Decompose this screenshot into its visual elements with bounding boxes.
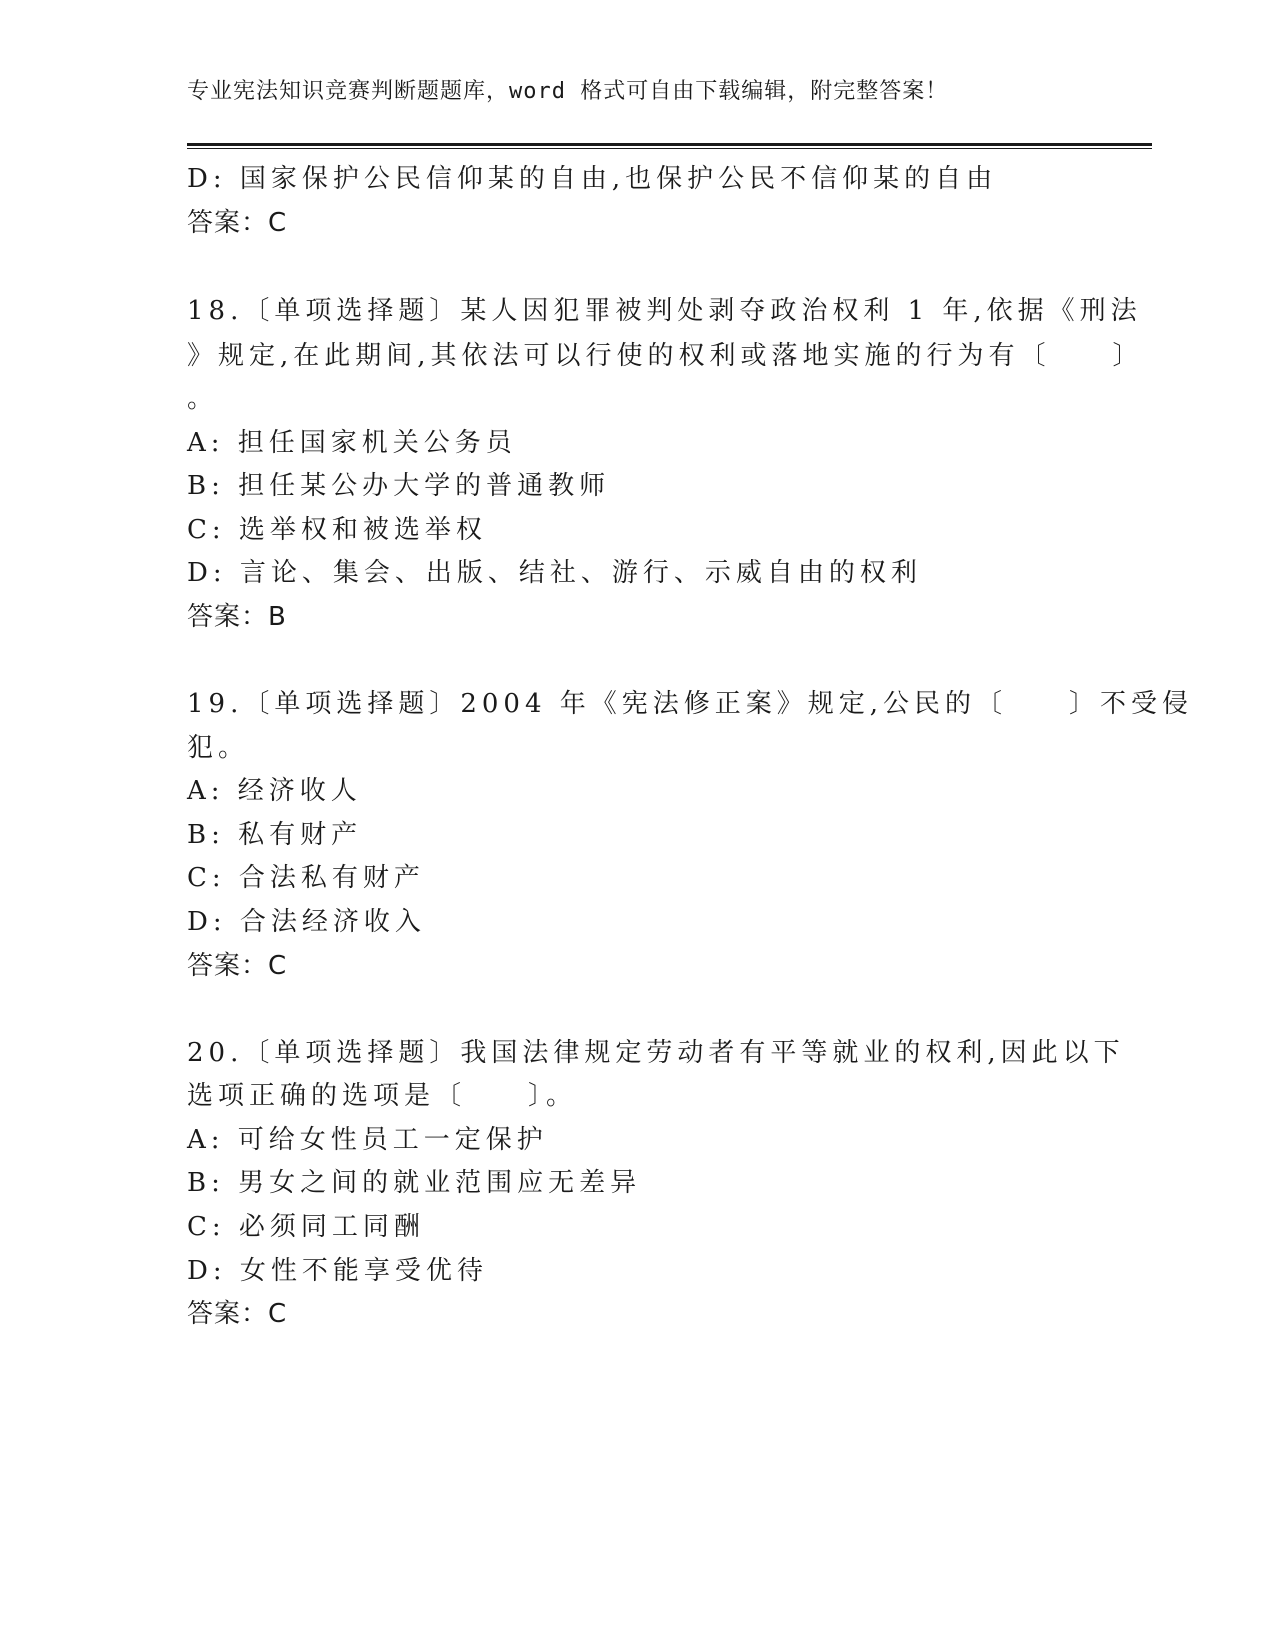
- question-18-option-d: D: 言论、集会、出版、结社、游行、示威自由的权利: [187, 558, 922, 588]
- question-18-option-b: B: 担任某公办大学的普通教师: [187, 471, 611, 501]
- question-20-line-1: 20.〔单项选择题〕我国法律规定劳动者有平等就业的权利,因此以下: [187, 1038, 1125, 1068]
- question-20-answer: 答案：C: [187, 1299, 288, 1329]
- prev-question-answer: 答案：C: [187, 208, 288, 238]
- header-rule-thick: [187, 143, 1152, 146]
- question-19-option-d: D: 合法经济收入: [187, 907, 426, 937]
- question-19-line-2: 犯。: [187, 733, 250, 763]
- question-20-option-b: B: 男女之间的就业范围应无差异: [187, 1168, 642, 1198]
- prev-question-option-d: D: 国家保护公民信仰某的自由,也保护公民不信仰某的自由: [187, 164, 998, 194]
- question-20-option-d: D: 女性不能享受优待: [187, 1256, 488, 1286]
- question-18-option-a: A: 担任国家机关公务员: [187, 428, 517, 458]
- question-19-option-b: B: 私有财产: [187, 820, 363, 850]
- question-18-line-1: 18.〔单项选择题〕某人因犯罪被判处剥夺政治权利 1 年,依据《刑法: [187, 296, 1142, 326]
- question-18-option-c: C: 选举权和被选举权: [187, 515, 487, 545]
- question-19-answer: 答案：C: [187, 951, 288, 981]
- question-19-line-1: 19.〔单项选择题〕2004 年《宪法修正案》规定,公民的〔 〕不受侵: [187, 689, 1194, 719]
- question-20-option-a: A: 可给女性员工一定保护: [187, 1125, 548, 1155]
- question-19-option-a: A: 经济收人: [187, 776, 362, 806]
- question-19-option-c: C: 合法私有财产: [187, 863, 425, 893]
- question-18-line-2: 》规定,在此期间,其依法可以行使的权利或落地实施的行为有〔 〕: [187, 341, 1144, 371]
- question-20-line-2: 选项正确的选项是〔 〕。: [187, 1081, 578, 1111]
- question-18-line-3: 。: [187, 384, 219, 414]
- header-rule-thin: [187, 148, 1152, 149]
- page-header: 专业宪法知识竞赛判断题题库，word 格式可自由下载编辑，附完整答案！: [187, 79, 949, 104]
- question-18-answer: 答案：B: [187, 602, 287, 632]
- question-20-option-c: C: 必须同工同酬: [187, 1212, 425, 1242]
